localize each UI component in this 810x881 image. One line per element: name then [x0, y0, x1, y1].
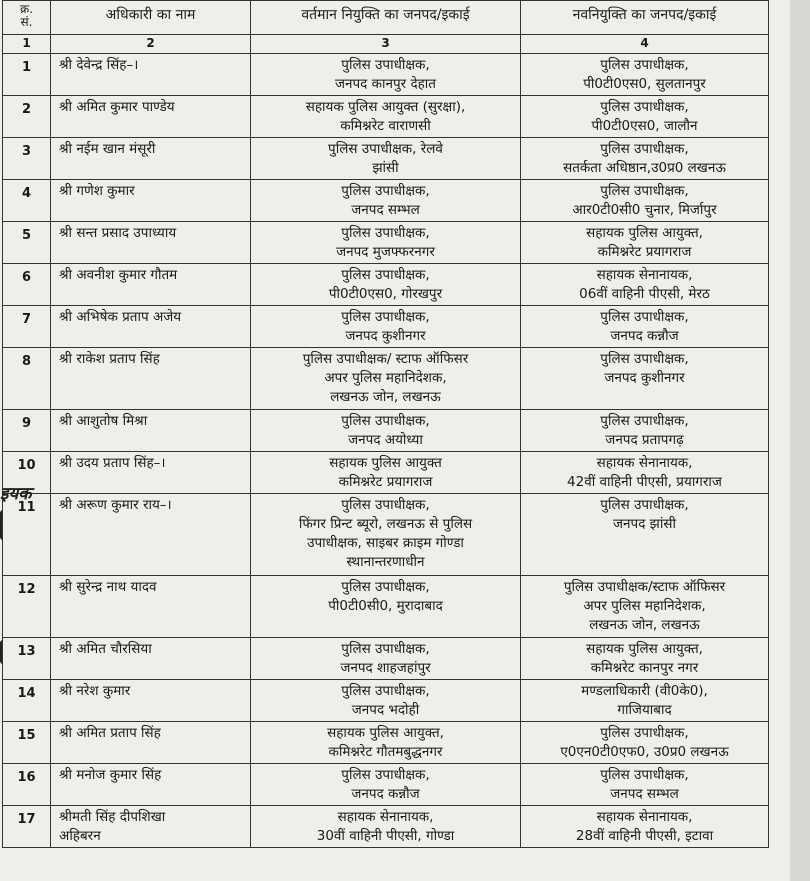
cell-line: उपाधीक्षक, साइबर क्राइम गोण्डा — [307, 535, 464, 551]
column-number: 1 — [3, 35, 51, 54]
serial-number-cell: 12 — [3, 576, 51, 638]
serial-number-cell: 8 — [3, 348, 51, 410]
pen-mark — [0, 640, 6, 664]
cell-line: लखनऊ जोन, लखनऊ — [330, 389, 441, 405]
current-posting-cell — [251, 138, 521, 180]
cell-line: पी0टी0एस0, गोरखपुर — [328, 286, 443, 302]
new-posting-cell — [521, 96, 769, 138]
cell-line: मण्डलाधिकारी (वी0के0), — [581, 683, 708, 699]
column-number: 4 — [521, 35, 769, 54]
current-posting-cell — [251, 680, 521, 722]
new-posting-cell — [521, 264, 769, 306]
cell-line: श्री सन्त प्रसाद उपाध्याय — [59, 225, 177, 241]
table-row — [3, 138, 769, 180]
cell-line: झांसी — [372, 160, 399, 176]
current-posting-cell — [251, 410, 521, 452]
cell-line: पुलिस उपाधीक्षक, — [600, 141, 689, 157]
officer-name-cell — [51, 764, 251, 806]
cell-line: सहायक पुलिस आयुक्त, — [327, 725, 444, 741]
cell-line: पुलिस उपाधीक्षक, — [341, 183, 430, 199]
new-posting-cell — [521, 722, 769, 764]
cell-line: पुलिस उपाधीक्षक, — [341, 413, 430, 429]
officer-name-cell — [51, 348, 251, 410]
new-posting-cell — [521, 348, 769, 410]
header-current-posting: वर्तमान नियुक्ति का जनपद/इकाई — [251, 1, 521, 35]
cell-line: जनपद झांसी — [613, 516, 676, 532]
cell-line: कमिश्नरेट प्रयागराज — [338, 474, 433, 490]
cell-line: सहायक पुलिस आयुक्त — [329, 455, 442, 471]
cell-line: जनपद कुशीनगर — [345, 328, 426, 344]
cell-line: पुलिस उपाधीक्षक, — [341, 57, 430, 73]
cell-line: पुलिस उपाधीक्षक, — [600, 309, 689, 325]
cell-line: श्री गणेश कुमार — [59, 183, 135, 199]
current-posting-cell — [251, 222, 521, 264]
cell-line: पुलिस उपाधीक्षक, — [600, 99, 689, 115]
officer-name-cell — [51, 410, 251, 452]
cell-line: सहायक सेनानायक, — [596, 809, 693, 825]
current-posting-cell — [251, 722, 521, 764]
table-row — [3, 348, 769, 410]
cell-line: श्रीमती सिंह दीपशिखा — [59, 809, 166, 825]
cell-line: सहायक सेनानायक, — [596, 455, 693, 471]
cell-line: पुलिस उपाधीक्षक, — [341, 309, 430, 325]
cell-line: जनपद शाहजहांपुर — [340, 660, 431, 676]
pen-mark — [0, 510, 6, 540]
cell-line: जनपद प्रतापगढ़ — [605, 432, 684, 448]
new-posting-cell — [521, 410, 769, 452]
cell-line: कमिश्नरेट वाराणसी — [340, 118, 431, 134]
new-posting-cell — [521, 680, 769, 722]
column-number-row — [3, 35, 769, 54]
cell-line: श्री अरूण कुमार राय–। — [59, 497, 172, 513]
officer-name-cell — [51, 638, 251, 680]
cell-line: गाजियाबाद — [617, 702, 672, 718]
cell-line: पुलिस उपाधीक्षक, — [600, 767, 689, 783]
officer-name-cell — [51, 54, 251, 96]
current-posting-cell — [251, 348, 521, 410]
cell-line: पुलिस उपाधीक्षक, — [341, 267, 430, 283]
cell-line: पुलिस उपाधीक्षक, — [341, 579, 430, 595]
cell-line: 30वीं वाहिनी पीएसी, गोण्डा — [316, 828, 455, 844]
table-row — [3, 222, 769, 264]
table-row — [3, 680, 769, 722]
cell-line: फिंगर प्रिन्ट ब्यूरो, लखनऊ से पुलिस — [298, 516, 473, 532]
serial-number-cell: 14 — [3, 680, 51, 722]
cell-line: जनपद अयोध्या — [348, 432, 423, 448]
header-new-posting: नवनियुक्ति का जनपद/इकाई — [521, 1, 769, 35]
serial-number-cell: 2 — [3, 96, 51, 138]
cell-line: जनपद कुशीनगर — [604, 370, 685, 386]
serial-number-cell: 5 — [3, 222, 51, 264]
serial-number-cell: 16 — [3, 764, 51, 806]
officer-name-cell — [51, 576, 251, 638]
new-posting-cell — [521, 576, 769, 638]
cell-line: ए0एन0टी0एफ0, उ0प्र0 लखनऊ — [560, 744, 729, 760]
table-row — [3, 638, 769, 680]
current-posting-cell — [251, 638, 521, 680]
serial-number-cell: 7 — [3, 306, 51, 348]
column-number: 2 — [51, 35, 251, 54]
current-posting-cell — [251, 806, 521, 848]
margin-handwriting: इयक — [0, 484, 32, 504]
table-row — [3, 264, 769, 306]
officer-name-cell — [51, 722, 251, 764]
cell-line: जनपद भदोही — [351, 702, 420, 718]
cell-line: श्री अमित चौरसिया — [59, 641, 152, 657]
current-posting-cell — [251, 764, 521, 806]
serial-number-cell: 6 — [3, 264, 51, 306]
cell-line: लखनऊ जोन, लखनऊ — [589, 617, 700, 633]
cell-line: 42वीं वाहिनी पीएसी, प्रयागराज — [567, 474, 722, 490]
cell-line: श्री अवनीश कुमार गौतम — [59, 267, 178, 283]
cell-line: पुलिस उपाधीक्षक, — [600, 183, 689, 199]
officer-name-cell — [51, 806, 251, 848]
serial-number-cell: 10 — [3, 452, 51, 494]
new-posting-cell — [521, 638, 769, 680]
cell-line: कमिश्नरेट गौतमबुद्धनगर — [328, 744, 443, 760]
table-row — [3, 410, 769, 452]
serial-number-cell: 13 — [3, 638, 51, 680]
table-row — [3, 96, 769, 138]
new-posting-cell — [521, 494, 769, 576]
serial-number-cell: 1 — [3, 54, 51, 96]
cell-line: पुलिस उपाधीक्षक, — [600, 497, 689, 513]
new-posting-cell — [521, 764, 769, 806]
cell-line: पुलिस उपाधीक्षक, — [341, 225, 430, 241]
new-posting-cell — [521, 452, 769, 494]
cell-line: पुलिस उपाधीक्षक, — [600, 413, 689, 429]
cell-line: पुलिस उपाधीक्षक, — [600, 725, 689, 741]
cell-line: पुलिस उपाधीक्षक, — [341, 683, 430, 699]
new-posting-cell — [521, 306, 769, 348]
cell-line: पुलिस उपाधीक्षक, — [600, 57, 689, 73]
serial-number-cell: 17 — [3, 806, 51, 848]
table-row — [3, 494, 769, 576]
officer-name-cell — [51, 680, 251, 722]
current-posting-cell — [251, 452, 521, 494]
current-posting-cell — [251, 54, 521, 96]
officer-name-cell — [51, 96, 251, 138]
current-posting-cell — [251, 180, 521, 222]
table-header-row — [3, 1, 769, 35]
table-row — [3, 180, 769, 222]
officer-name-cell — [51, 138, 251, 180]
current-posting-cell — [251, 306, 521, 348]
table-row — [3, 452, 769, 494]
current-posting-cell — [251, 96, 521, 138]
cell-line: पुलिस उपाधीक्षक/ स्टाफ ऑफिसर — [302, 351, 469, 367]
officer-name-cell — [51, 264, 251, 306]
officer-name-cell — [51, 222, 251, 264]
officer-name-cell — [51, 306, 251, 348]
cell-line: श्री आशुतोष मिश्रा — [59, 413, 148, 429]
cell-line: पुलिस उपाधीक्षक, — [600, 351, 689, 367]
cell-line: पुलिस उपाधीक्षक, — [341, 497, 430, 513]
serial-number-cell: 3 — [3, 138, 51, 180]
cell-line: कमिश्नरेट कानपुर नगर — [590, 660, 699, 676]
cell-line: पुलिस उपाधीक्षक, — [341, 767, 430, 783]
cell-line: जनपद कानपुर देहात — [334, 76, 436, 92]
cell-line: श्री राकेश प्रताप सिंह — [59, 351, 160, 367]
serial-number-cell: 4 — [3, 180, 51, 222]
serial-number-cell: 15 — [3, 722, 51, 764]
current-posting-cell — [251, 576, 521, 638]
column-number: 3 — [251, 35, 521, 54]
cell-line: जनपद कन्नौज — [610, 328, 679, 344]
cell-line: सहायक पुलिस आयुक्त, — [586, 641, 703, 657]
cell-line: पी0टी0एस0, जालौन — [591, 118, 698, 134]
cell-line: अपर पुलिस महानिदेशक, — [324, 370, 447, 386]
new-posting-cell — [521, 138, 769, 180]
header-officer-name: अधिकारी का नाम — [51, 1, 251, 35]
table-row — [3, 764, 769, 806]
cell-line: पुलिस उपाधीक्षक, रेलवे — [328, 141, 443, 157]
serial-number-cell: 9 — [3, 410, 51, 452]
cell-line: श्री अमित प्रताप सिंह — [59, 725, 161, 741]
cell-line: सहायक सेनानायक, — [337, 809, 434, 825]
cell-line: पी0टी0एस0, सुलतानपुर — [583, 76, 706, 92]
new-posting-cell — [521, 806, 769, 848]
new-posting-cell — [521, 54, 769, 96]
cell-line: श्री देवेन्द्र सिंह–। — [59, 57, 139, 73]
serial-number-cell: 11 — [3, 494, 51, 576]
table-row — [3, 722, 769, 764]
cell-line: आर0टी0सी0 चुनार, मिर्जापुर — [572, 202, 717, 218]
new-posting-cell — [521, 222, 769, 264]
cell-line: 28वीं वाहिनी पीएसी, इटावा — [575, 828, 714, 844]
cell-line: स्थानान्तरणाधीन — [346, 554, 425, 570]
current-posting-cell — [251, 494, 521, 576]
cell-line: पुलिस उपाधीक्षक/स्टाफ ऑफिसर — [563, 579, 726, 595]
transfer-table — [2, 0, 769, 848]
cell-line: सहायक सेनानायक, — [596, 267, 693, 283]
table-row — [3, 306, 769, 348]
table-row — [3, 576, 769, 638]
new-posting-cell — [521, 180, 769, 222]
header-sn: क्र. सं. — [3, 1, 51, 35]
cell-line: श्री मनोज कुमार सिंह — [59, 767, 162, 783]
cell-line: जनपद सम्भल — [351, 202, 420, 218]
cell-line: पुलिस उपाधीक्षक, — [341, 641, 430, 657]
current-posting-cell — [251, 264, 521, 306]
cell-line: सहायक पुलिस आयुक्त (सुरक्षा), — [305, 99, 466, 115]
cell-line: कमिश्नरेट प्रयागराज — [597, 244, 692, 260]
cell-line: 06वीं वाहिनी पीएसी, मेरठ — [579, 286, 710, 302]
cell-line: जनपद सम्भल — [610, 786, 679, 802]
cell-line: श्री नईम खान मंसूरी — [59, 141, 156, 157]
cell-line: श्री उदय प्रताप सिंह–। — [59, 455, 166, 471]
officer-name-cell — [51, 180, 251, 222]
cell-line: सहायक पुलिस आयुक्त, — [586, 225, 703, 241]
cell-line: श्री अभिषेक प्रताप अजेय — [59, 309, 182, 325]
cell-line: पी0टी0सी0, मुरादाबाद — [328, 598, 443, 614]
cell-line: श्री सुरेन्द्र नाथ यादव — [59, 579, 157, 595]
officer-name-cell — [51, 452, 251, 494]
cell-line: श्री नरेश कुमार — [59, 683, 131, 699]
cell-line: अहिबरन — [59, 828, 101, 844]
table-row — [3, 54, 769, 96]
table-row — [3, 806, 769, 848]
cell-line: अपर पुलिस महानिदेशक, — [583, 598, 706, 614]
cell-line: जनपद कन्नौज — [351, 786, 420, 802]
cell-line: सतर्कता अधिष्ठान,उ0प्र0 लखनऊ — [563, 160, 726, 176]
officer-name-cell — [51, 494, 251, 576]
cell-line: जनपद मुजफ्फरनगर — [336, 244, 435, 260]
cell-line: श्री अमित कुमार पाण्डेय — [59, 99, 175, 115]
